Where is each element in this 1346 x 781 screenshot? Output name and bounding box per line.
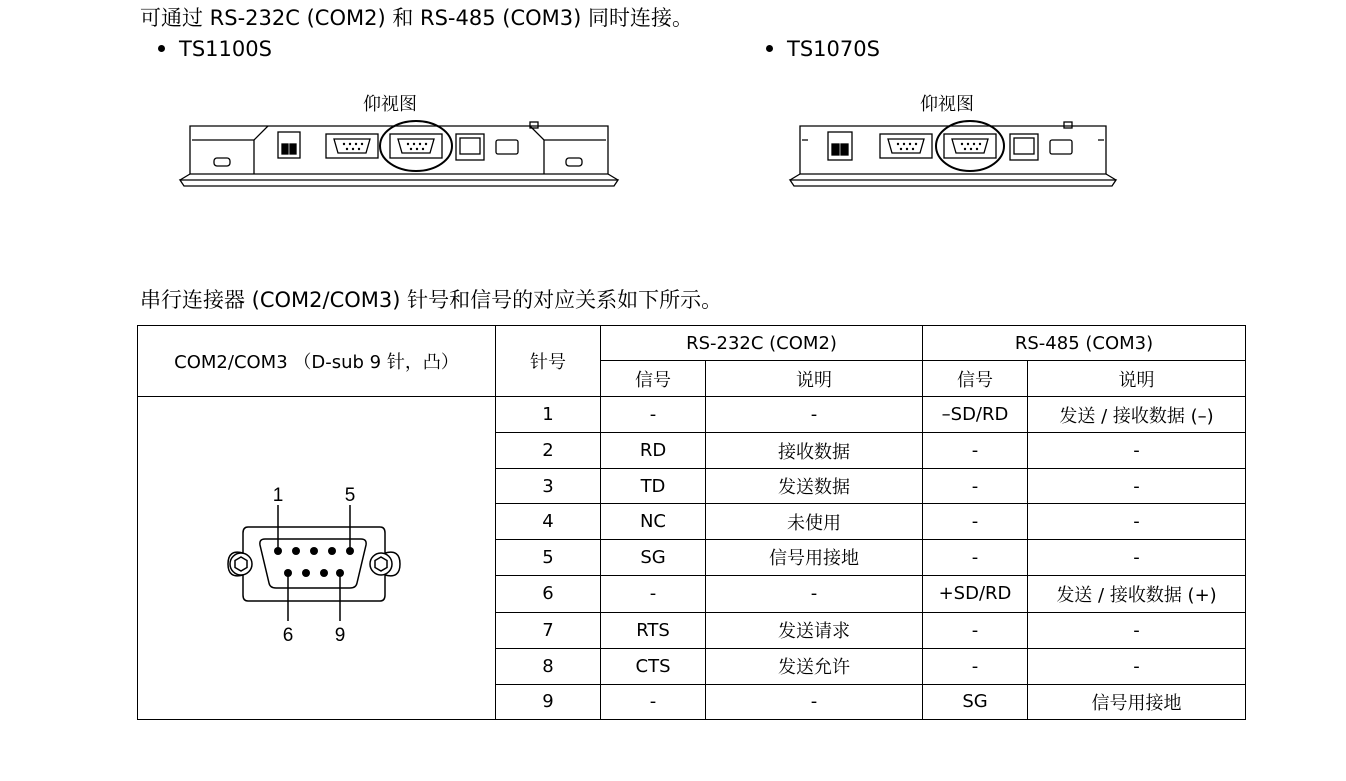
pin-number: 4: [496, 504, 601, 540]
rs485-desc: -: [1028, 540, 1246, 575]
rs485-desc-header: 说明: [1028, 361, 1246, 397]
bullet-icon: [158, 45, 165, 52]
bullet-icon: [766, 45, 773, 52]
rs232-signal: -: [601, 575, 706, 612]
connector-diagram-cell: [138, 397, 496, 720]
rs485-signal: -: [923, 540, 1028, 575]
rs485-desc: 信号用接地: [1028, 684, 1246, 719]
model-name: TS1070S: [787, 37, 880, 61]
rs485-signal: -: [923, 469, 1028, 504]
rs232-desc: 信号用接地: [706, 540, 923, 575]
model-bullet-ts1070s: [766, 37, 880, 61]
rs232-desc: -: [706, 684, 923, 719]
rs232-signal: -: [601, 684, 706, 719]
rs232-signal: NC: [601, 504, 706, 540]
rs232-desc: -: [706, 575, 923, 612]
pin-label-6: 6: [282, 625, 294, 646]
rs232-desc: -: [706, 397, 923, 433]
table-caption: 串行连接器 (COM2/COM3) 针号和信号的对应关系如下所示。: [140, 288, 723, 312]
model-name: TS1100S: [179, 37, 272, 61]
rs232-signal-header: 信号: [601, 361, 706, 397]
rs485-desc: -: [1028, 433, 1246, 469]
connector-header: COM2/COM3 （D-sub 9 针，凸）: [138, 326, 496, 397]
rs485-signal: +SD/RD: [923, 575, 1028, 612]
pin-label-5: 5: [344, 485, 356, 506]
rs485-signal: -: [923, 648, 1028, 684]
rs232-desc: 未使用: [706, 504, 923, 540]
rs485-signal: -: [923, 504, 1028, 540]
pin-number: 6: [496, 575, 601, 612]
rs485-desc: -: [1028, 469, 1246, 504]
rs232-desc: 发送数据: [706, 469, 923, 504]
rs232-signal: CTS: [601, 648, 706, 684]
pin-number: 5: [496, 540, 601, 575]
rs485-signal: SG: [923, 684, 1028, 719]
pin-label-9: 9: [334, 625, 346, 646]
rs485-signal: –SD/RD: [923, 397, 1028, 433]
rs232-signal: RD: [601, 433, 706, 469]
rs485-signal: -: [923, 433, 1028, 469]
table-row: [138, 397, 1246, 433]
rs232-header: RS-232C (COM2): [601, 326, 923, 361]
rs485-desc: -: [1028, 648, 1246, 684]
pin-number: 3: [496, 469, 601, 504]
rs232-desc-header: 说明: [706, 361, 923, 397]
rs485-signal: -: [923, 612, 1028, 648]
pin-assignment-table: [137, 325, 1246, 720]
rs232-signal: -: [601, 397, 706, 433]
rs485-header: RS-485 (COM3): [923, 326, 1246, 361]
pin-number: 7: [496, 612, 601, 648]
pin-number: 1: [496, 397, 601, 433]
model-bullet-ts1100s: [158, 37, 272, 61]
dsub9-connector-diagram: [138, 397, 495, 719]
pin-label-1: 1: [272, 485, 284, 506]
rs485-desc: 发送 / 接收数据 (+): [1028, 575, 1246, 612]
pin-number: 8: [496, 648, 601, 684]
intro-text: 可通过 RS-232C (COM2) 和 RS-485 (COM3) 同时连接。: [140, 6, 693, 30]
ts1100s-bottom-view-image: [178, 118, 620, 190]
view-label-ts1070s: 仰视图: [920, 94, 974, 115]
rs485-desc: -: [1028, 612, 1246, 648]
ts1070s-bottom-view-image: [788, 118, 1118, 190]
rs485-signal-header: 信号: [923, 361, 1028, 397]
rs232-desc: 发送允许: [706, 648, 923, 684]
rs232-signal: TD: [601, 469, 706, 504]
pin-number: 9: [496, 684, 601, 719]
rs232-desc: 接收数据: [706, 433, 923, 469]
rs232-desc: 发送请求: [706, 612, 923, 648]
rs232-signal: SG: [601, 540, 706, 575]
rs485-desc: 发送 / 接收数据 (–): [1028, 397, 1246, 433]
pin-number: 2: [496, 433, 601, 469]
rs232-signal: RTS: [601, 612, 706, 648]
view-label-ts1100s: 仰视图: [363, 94, 417, 115]
rs485-desc: -: [1028, 504, 1246, 540]
pin-header: 针号: [496, 326, 601, 397]
